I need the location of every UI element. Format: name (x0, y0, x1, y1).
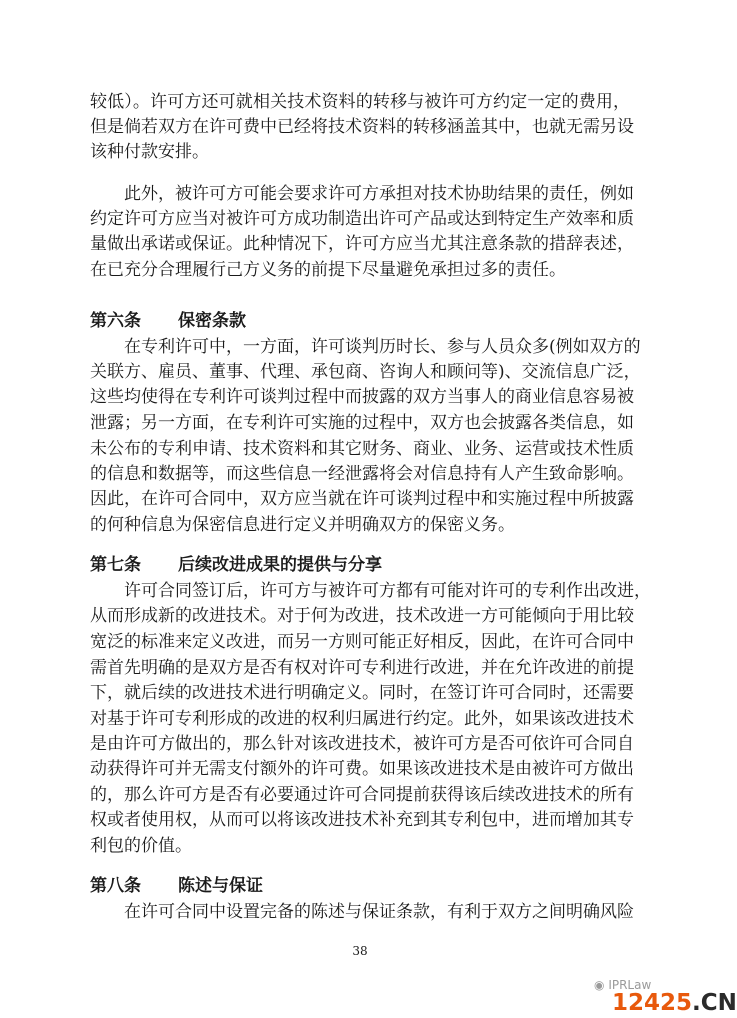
section7-line-5: 下，就后续的改进技术进行明确定义。同时，在签订许可合同时，还需要 (90, 683, 634, 703)
section7-line-4: 需首先明确的是双方是否有权对许可专利进行改进，并在允许改进的前提 (90, 658, 634, 678)
site-logo-watermark (612, 990, 737, 1016)
section7-line-2: 从而形成新的改进技术。对于何为改进，技术改进一方可能倾向于用比较 (90, 606, 634, 626)
section7-number: 第七条 (90, 555, 141, 575)
logo-number: 12425 (612, 990, 693, 1016)
para2-line-3: 量做出承诺或保证。此种情况下，许可方应当尤其注意条款的措辞表述， (90, 234, 634, 254)
para2-line-4: 在已充分合理履行己方义务的前提下尽量避免承担过多的责任。 (90, 260, 566, 280)
section7-title: 后续改进成果的提供与分享 (178, 555, 382, 575)
wechat-icon: ◉ (594, 978, 605, 992)
section8-line-1: 在许可合同中设置完备的陈述与保证条款，有利于双方之间明确风险 (124, 902, 634, 922)
section8-number: 第八条 (90, 876, 141, 896)
section6-line-1: 在专利许可中，一方面，许可谈判历时长、参与人员众多(例如双方的 (124, 337, 641, 357)
para1-line-1: 较低）。许可方还可就相关技术资料的转移与被许可方约定一定的费用， (90, 92, 630, 112)
section8-heading (90, 874, 263, 898)
page-number: 38 (352, 944, 368, 958)
section7-line-9: 的，那么许可方是否有必要通过许可合同提前获得该后续改进技术的所有 (90, 785, 634, 805)
section6-number: 第六条 (90, 311, 141, 331)
section6-line-6: 的信息和数据等，而这些信息一经泄露将会对信息持有人产生致命影响。 (90, 464, 634, 484)
section7-line-10: 权或者使用权，从而可以将该改进技术补充到其专利包中，进而增加其专 (90, 810, 634, 830)
section7-line-1: 许可合同签订后，许可方与被许可方都有可能对许可的专利作出改进， (124, 581, 651, 601)
wechat-account-name: IPRLaw (608, 978, 652, 992)
section6-line-3: 这些均使得在专利许可谈判过程中而披露的双方当事人的商业信息容易被 (90, 387, 634, 407)
section7-line-6: 对基于许可专利形成的改进的权利归属进行约定。此外，如果该改进技术 (90, 709, 634, 729)
section8-title: 陈述与保证 (178, 876, 263, 896)
section6-line-7: 因此，在许可合同中，双方应当就在许可谈判过程中和实施过程中所披露 (90, 489, 634, 509)
section7-line-8: 动获得许可并无需支付额外的许可费。如果该改进技术是由被许可方做出 (90, 759, 634, 779)
para2-line-2: 约定许可方应当对被许可方成功制造出许可产品或达到特定生产效率和质 (90, 209, 634, 229)
section7-line-3: 宽泛的标准来定义改进，而另一方则可能正好相反，因此，在许可合同中 (90, 632, 634, 652)
section7-line-11: 利包的价值。 (90, 836, 192, 856)
section6-line-5: 未公布的专利申请、技术资料和其它财务、商业、业务、运营或技术性质 (90, 439, 634, 459)
section6-line-4: 泄露；另一方面，在专利许可实施的过程中，双方也会披露各类信息，如 (90, 413, 634, 433)
section7-line-7: 是由许可方做出的，那么针对该改进技术，被许可方是否可依许可合同自 (90, 734, 634, 754)
logo-suffix: .CN (692, 990, 737, 1016)
section6-line-8: 的何种信息为保密信息进行定义并明确双方的保密义务。 (90, 515, 515, 535)
section6-title: 保密条款 (178, 311, 246, 331)
section7-heading (90, 553, 382, 577)
section6-heading (90, 309, 246, 333)
para1-line-3: 该种付款安排。 (90, 142, 209, 162)
section6-line-2: 关联方、雇员、董事、代理、承包商、咨询人和顾问等)、交流信息广泛， (90, 362, 641, 382)
para1-line-2: 但是倘若双方在许可费中已经将技术资料的转移涵盖其中，也就无需另设 (90, 117, 634, 137)
para2-line-1: 此外，被许可方可能会要求许可方承担对技术协助结果的责任，例如 (124, 184, 634, 204)
